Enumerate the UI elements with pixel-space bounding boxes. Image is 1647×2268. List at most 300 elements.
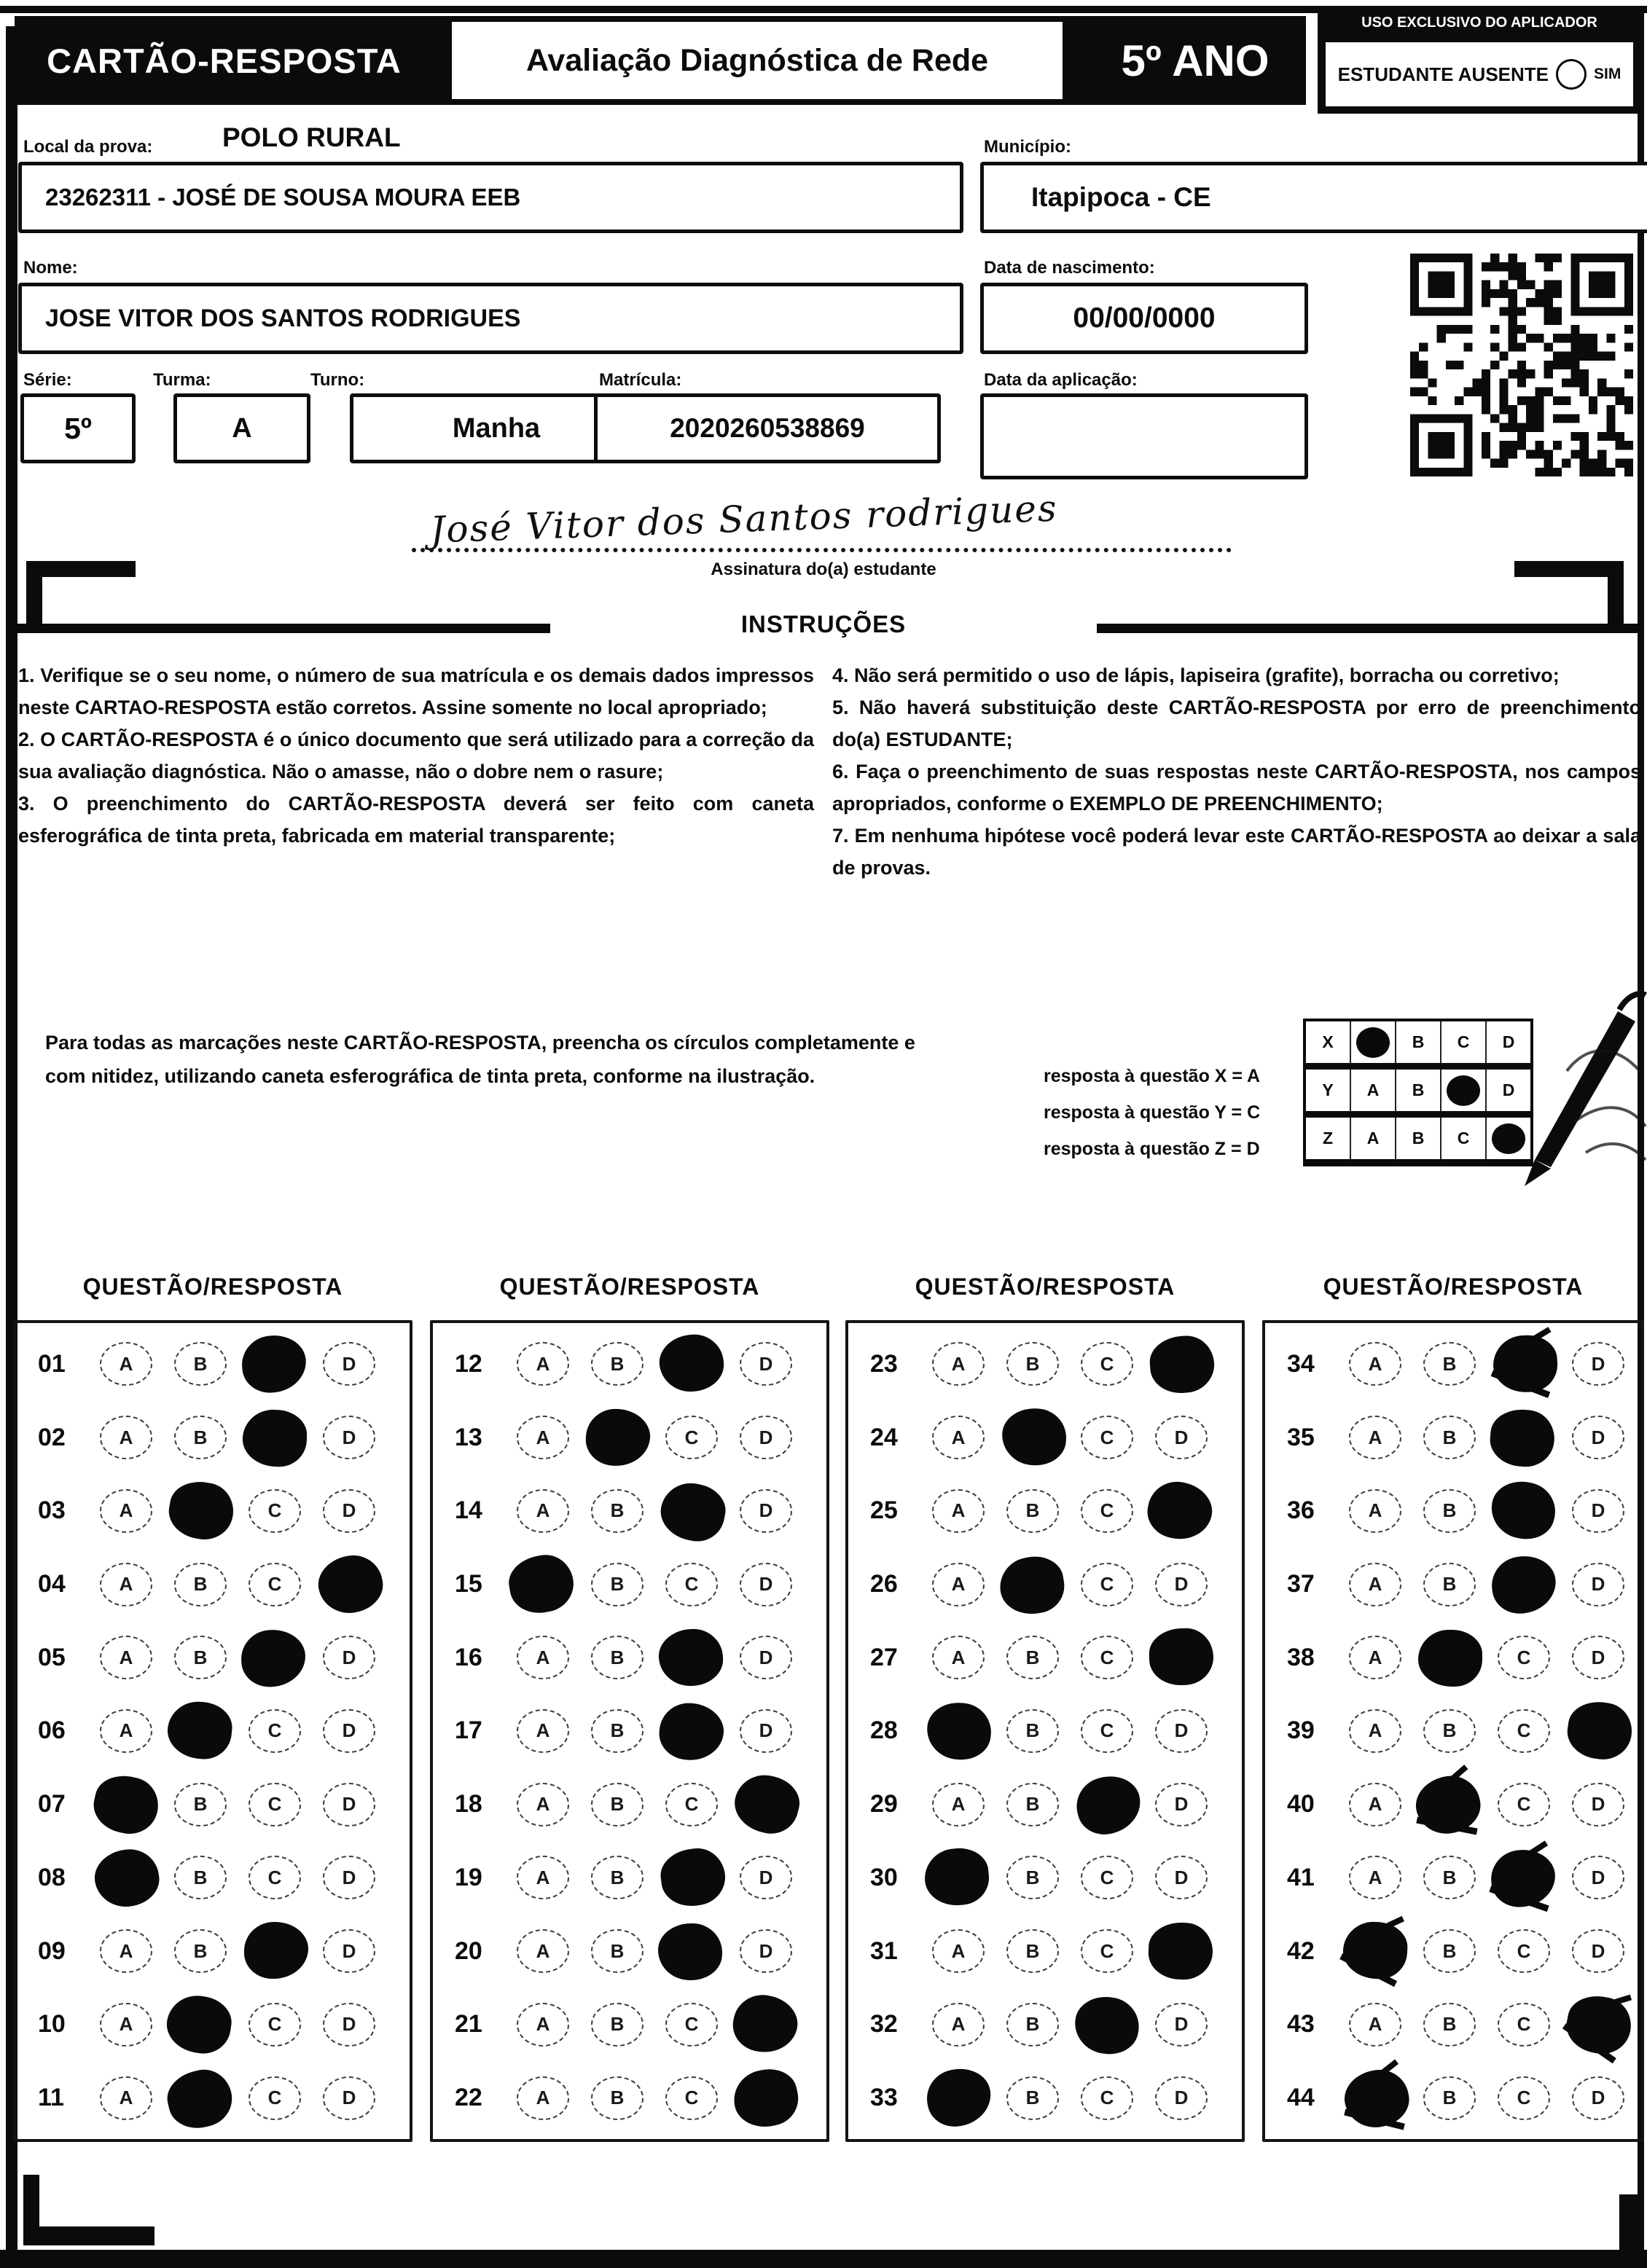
question-row <box>16 1335 410 1392</box>
answer-bubble-b[interactable]: B <box>174 1783 227 1826</box>
marked-bubble-d[interactable] <box>1562 1990 1635 2058</box>
example-option-cell: C <box>1440 1118 1485 1159</box>
example-option-cell: D <box>1485 1021 1530 1063</box>
example-legend <box>1044 1058 1260 1167</box>
answer-bubble-b[interactable]: B <box>591 1489 643 1533</box>
answer-bubble-d[interactable]: D <box>323 1636 375 1679</box>
answer-bubble-a[interactable]: A <box>932 1636 985 1679</box>
answer-bubble-b[interactable]: B <box>1423 1929 1476 1973</box>
answer-bubble-a[interactable]: A <box>1349 1489 1401 1533</box>
answer-column-1 <box>13 1320 412 2142</box>
marked-bubble-c[interactable] <box>657 1923 722 1981</box>
marked-bubble-c[interactable] <box>656 1478 729 1545</box>
answer-bubble-a[interactable]: A <box>100 2076 152 2120</box>
scribble-streak <box>1425 1765 1468 1802</box>
instruction-item: 3. O preenchimento do CARTÃO-RESPOSTA deverá ser feito com caneta esferográfica de tinta preta, fabricada em material transparente; <box>18 793 814 847</box>
question-number: 31 <box>870 1937 898 1965</box>
answer-bubble-d[interactable]: D <box>1155 2076 1208 2120</box>
question-row <box>433 1996 826 2053</box>
answer-bubble-c[interactable]: C <box>1081 1929 1133 1973</box>
signature-line[interactable] <box>412 548 1232 552</box>
answer-bubble-c[interactable]: C <box>249 1709 301 1753</box>
question-number: 14 <box>455 1496 482 1525</box>
marked-bubble-a[interactable] <box>1340 2065 1413 2132</box>
question-row <box>848 1703 1242 1759</box>
example-legend-line: resposta à questão Z = D <box>1044 1139 1260 1159</box>
answer-bubble-a[interactable]: A <box>517 1342 569 1386</box>
marked-bubble-d[interactable] <box>729 1768 805 1839</box>
answer-bubble-c[interactable]: C <box>249 1489 301 1533</box>
option-cell <box>654 2076 729 2120</box>
answer-bubble-a[interactable]: A <box>1349 1416 1401 1459</box>
option-cell <box>506 1783 580 1826</box>
answer-bubble-b[interactable]: B <box>174 1856 227 1899</box>
marked-bubble-c[interactable] <box>1488 1407 1557 1469</box>
answer-bubble-b[interactable]: B <box>1423 1416 1476 1459</box>
question-number: 11 <box>38 2084 64 2112</box>
answer-bubble-b[interactable]: B <box>591 1709 643 1753</box>
answer-bubble-a[interactable]: A <box>1349 1342 1401 1386</box>
answer-bubble-a[interactable]: A <box>932 1342 985 1386</box>
answer-bubble-d[interactable]: D <box>1572 1489 1624 1533</box>
question-number: 09 <box>38 1937 66 1965</box>
question-number: 16 <box>455 1643 482 1671</box>
option-cell <box>729 1929 803 1973</box>
answer-bubble-d[interactable]: D <box>1155 1856 1208 1899</box>
answer-bubble-a[interactable]: A <box>517 1929 569 1973</box>
option-cell <box>580 1783 654 1826</box>
option-cell <box>89 1489 163 1533</box>
question-number: 01 <box>38 1349 66 1378</box>
bottom-border-bar <box>0 2250 1647 2268</box>
answer-bubble-b[interactable]: B <box>1006 1709 1059 1753</box>
instruction-item: 7. Em nenhuma hipótese você poderá levar este CARTÃO-RESPOSTA ao deixar a sala de provas. <box>832 825 1641 879</box>
marked-bubble-c[interactable] <box>1486 1475 1561 1545</box>
applicator-box <box>1318 6 1641 114</box>
answer-bubble-d[interactable]: D <box>1155 1783 1208 1826</box>
marked-bubble-c[interactable] <box>657 1333 726 1394</box>
option-cell <box>1561 1342 1635 1386</box>
answer-bubble-d[interactable]: D <box>1155 1709 1208 1753</box>
answer-bubble-d[interactable]: D <box>323 1709 375 1753</box>
marking-instructions-paragraph: Para todas as marcações neste CARTÃO-RESPOSTA, preencha os círculos completamente e com nitidez, utilizando caneta esferográfica de tinta preta, conforme na ilustração. <box>45 1032 915 1087</box>
answer-bubble-a[interactable]: A <box>100 1342 152 1386</box>
answer-bubble-b[interactable]: B <box>174 1416 227 1459</box>
option-cell <box>995 1783 1070 1826</box>
option-cell <box>312 1929 386 1973</box>
marked-bubble-d[interactable] <box>313 1550 387 1617</box>
marked-bubble-a[interactable] <box>922 2063 995 2131</box>
option-cell <box>654 1783 729 1826</box>
answer-bubble-a[interactable]: A <box>100 1929 152 1973</box>
answer-bubble-c[interactable]: C <box>249 1783 301 1826</box>
option-cell <box>1412 1856 1487 1899</box>
question-row <box>848 2070 1242 2127</box>
marked-bubble-a[interactable] <box>924 1699 995 1763</box>
option-cell <box>654 1416 729 1459</box>
option-cell <box>580 1342 654 1386</box>
question-number: 17 <box>455 1716 482 1745</box>
answer-bubble-d[interactable]: D <box>1572 1783 1624 1826</box>
answer-bubble-a[interactable]: A <box>100 1563 152 1606</box>
answer-bubble-a[interactable]: A <box>1349 1856 1401 1899</box>
question-row <box>1265 2070 1641 2127</box>
answer-bubble-d[interactable]: D <box>323 1856 375 1899</box>
option-cell <box>1144 2076 1218 2120</box>
example-option-cell: D <box>1485 1070 1530 1111</box>
answer-bubble-c[interactable]: C <box>1081 2076 1133 2120</box>
answer-bubble-d[interactable]: D <box>1572 1929 1624 1973</box>
answer-bubble-b[interactable]: B <box>1006 2003 1059 2047</box>
absent-yes-bubble[interactable] <box>1556 59 1587 90</box>
option-cell <box>312 1709 386 1753</box>
answer-bubble-d[interactable]: D <box>1572 2076 1624 2120</box>
option-cell <box>1070 1996 1144 2053</box>
marked-bubble-c[interactable] <box>244 1922 308 1979</box>
answer-bubble-a[interactable]: A <box>100 1709 152 1753</box>
option-cell <box>729 1996 803 2053</box>
option-cell <box>995 1489 1070 1533</box>
matricula-label: Matrícula: <box>599 370 682 390</box>
marked-bubble-d[interactable] <box>1564 1698 1635 1762</box>
marked-bubble-c[interactable] <box>657 1700 727 1764</box>
answer-bubble-c[interactable]: C <box>1081 1563 1133 1606</box>
header-band <box>15 16 1306 105</box>
answer-bubble-b[interactable]: B <box>1423 2076 1476 2120</box>
option-cell <box>238 1783 312 1826</box>
scribble-streak <box>1504 1327 1551 1359</box>
marked-bubble-b[interactable] <box>996 1552 1068 1618</box>
option-cell <box>921 1703 995 1759</box>
answer-bubble-b[interactable]: B <box>591 1342 643 1386</box>
question-number: 43 <box>1287 2010 1315 2039</box>
answer-bubble-a[interactable]: A <box>100 2003 152 2047</box>
answer-bubble-b[interactable]: B <box>591 1929 643 1973</box>
answer-bubble-b[interactable]: B <box>174 1342 227 1386</box>
aplicacao-label: Data da aplicação: <box>984 370 1138 390</box>
answer-bubble-c[interactable]: C <box>1498 2076 1550 2120</box>
question-response-header-4: QUESTÃO/RESPOSTA <box>1323 1274 1584 1300</box>
option-cell <box>1070 1709 1144 1753</box>
answer-bubble-d[interactable]: D <box>323 1489 375 1533</box>
answer-bubble-b[interactable]: B <box>591 1856 643 1899</box>
marked-bubble-a[interactable] <box>922 1845 992 1909</box>
marked-bubble-c[interactable] <box>239 1333 309 1396</box>
answer-bubble-d[interactable]: D <box>740 1709 792 1753</box>
answer-bubble-b[interactable]: B <box>1423 1856 1476 1899</box>
answer-bubble-b[interactable]: B <box>591 1563 643 1606</box>
answer-bubble-b[interactable]: B <box>1006 1783 1059 1826</box>
marked-bubble-d[interactable] <box>729 1990 802 2057</box>
answer-bubble-a[interactable]: A <box>517 1856 569 1899</box>
question-number: 33 <box>870 2084 898 2112</box>
option-cell <box>1144 1483 1218 1539</box>
answer-bubble-c[interactable]: C <box>1081 1489 1133 1533</box>
answer-bubble-a[interactable]: A <box>932 1929 985 1973</box>
answer-bubble-c[interactable]: C <box>1498 1709 1550 1753</box>
option-cell <box>1487 1849 1561 1906</box>
option-cell <box>238 2003 312 2047</box>
marked-bubble-b[interactable] <box>1418 1630 1482 1687</box>
answer-bubble-a[interactable]: A <box>517 1783 569 1826</box>
answer-bubble-c[interactable]: C <box>1498 1929 1550 1973</box>
answer-bubble-d[interactable]: D <box>740 1636 792 1679</box>
answer-bubble-a[interactable]: A <box>1349 2003 1401 2047</box>
answer-bubble-b[interactable]: B <box>1006 1342 1059 1386</box>
answer-bubble-a[interactable]: A <box>932 1416 985 1459</box>
local-label: Local da prova: <box>23 137 153 157</box>
example-legend-line: resposta à questão X = A <box>1044 1066 1261 1086</box>
answer-bubble-c[interactable]: C <box>1081 1636 1133 1679</box>
answer-bubble-c[interactable]: C <box>1081 1856 1133 1899</box>
answer-bubble-c[interactable]: C <box>665 1416 718 1459</box>
instruction-item: 4. Não será permitido o uso de lápis, lapiseira (grafite), borracha ou corretivo; <box>832 664 1560 686</box>
option-cell <box>1487 1636 1561 1679</box>
answer-bubble-a[interactable]: A <box>100 1489 152 1533</box>
answer-bubble-b[interactable]: B <box>174 1636 227 1679</box>
option-cell <box>1338 1709 1412 1753</box>
answer-bubble-d[interactable]: D <box>740 1856 792 1899</box>
answer-bubble-d[interactable]: D <box>1572 1856 1624 1899</box>
question-row <box>848 1923 1242 1979</box>
answer-bubble-b[interactable]: B <box>1423 1342 1476 1386</box>
marked-bubble-d[interactable] <box>729 2063 803 2132</box>
answer-bubble-d[interactable]: D <box>323 1783 375 1826</box>
answer-bubble-a[interactable]: A <box>517 1636 569 1679</box>
option-cell <box>729 1776 803 1833</box>
option-cell <box>1070 2076 1144 2120</box>
instructions-right-column <box>832 659 1641 884</box>
answer-bubble-d[interactable]: D <box>740 1342 792 1386</box>
answer-bubble-d[interactable]: D <box>740 1563 792 1606</box>
answer-bubble-c[interactable]: C <box>665 2076 718 2120</box>
example-filled-bubble <box>1356 1027 1390 1058</box>
marked-bubble-d[interactable] <box>1148 1334 1216 1395</box>
option-cell <box>1144 1563 1218 1606</box>
option-cell <box>1070 1563 1144 1606</box>
answer-bubble-a[interactable]: A <box>100 1416 152 1459</box>
option-cell <box>729 1489 803 1533</box>
answer-bubble-c[interactable]: C <box>665 2003 718 2047</box>
answer-bubble-d[interactable]: D <box>1155 2003 1208 2047</box>
answer-bubble-c[interactable]: C <box>249 2076 301 2120</box>
answer-bubble-a[interactable]: A <box>932 1489 985 1533</box>
question-number: 29 <box>870 1790 898 1818</box>
answer-bubble-b[interactable]: B <box>591 2003 643 2047</box>
answer-bubble-a[interactable]: A <box>1349 1709 1401 1753</box>
question-row <box>16 1776 410 1833</box>
answer-bubble-a[interactable]: A <box>517 1709 569 1753</box>
answer-bubble-b[interactable]: B <box>1423 1709 1476 1753</box>
applicator-use-label: USO EXCLUSIVO DO APLICADOR <box>1361 15 1597 31</box>
question-row <box>16 1996 410 2053</box>
marked-bubble-c[interactable] <box>1489 1848 1557 1910</box>
answer-bubble-b[interactable]: B <box>1423 1489 1476 1533</box>
question-number: 08 <box>38 1863 66 1891</box>
answer-bubble-c[interactable]: C <box>665 1563 718 1606</box>
answer-bubble-d[interactable]: D <box>323 2003 375 2047</box>
answer-bubble-a[interactable]: A <box>517 1416 569 1459</box>
option-cell <box>729 1709 803 1753</box>
answer-bubble-d[interactable]: D <box>1155 1416 1208 1459</box>
answer-column-4 <box>1262 1320 1644 2142</box>
answer-bubble-b[interactable]: B <box>174 1563 227 1606</box>
answer-bubble-c[interactable]: C <box>1081 1709 1133 1753</box>
marked-bubble-b[interactable] <box>584 1408 652 1467</box>
answer-bubble-d[interactable]: D <box>740 1489 792 1533</box>
question-row <box>1265 1483 1641 1539</box>
scribble-streak <box>1355 2059 1398 2095</box>
answer-bubble-a[interactable]: A <box>1349 1563 1401 1606</box>
answer-bubble-b[interactable]: B <box>174 1929 227 1973</box>
option-cell <box>729 1856 803 1899</box>
marked-bubble-d[interactable] <box>1143 1476 1217 1545</box>
option-cell <box>89 1342 163 1386</box>
option-cell <box>1487 2076 1561 2120</box>
option-cell <box>1338 2003 1412 2047</box>
nome-box <box>18 283 963 354</box>
answer-bubble-b[interactable]: B <box>1006 1489 1059 1533</box>
marked-bubble-d[interactable] <box>1148 1922 1214 1981</box>
answer-bubble-d[interactable]: D <box>1572 1416 1624 1459</box>
left-corner-bracket <box>26 561 42 625</box>
question-number: 41 <box>1287 1863 1315 1891</box>
option-cell <box>1070 1342 1144 1386</box>
question-row <box>16 1703 410 1759</box>
answer-bubble-c[interactable]: C <box>249 1856 301 1899</box>
answer-bubble-b[interactable]: B <box>1423 1563 1476 1606</box>
question-row <box>433 1556 826 1613</box>
marked-bubble-b[interactable] <box>165 1699 234 1761</box>
option-cell <box>1070 1416 1144 1459</box>
question-number: 10 <box>38 2010 66 2039</box>
answer-bubble-a[interactable]: A <box>100 1636 152 1679</box>
option-cell <box>312 1556 386 1613</box>
marked-bubble-c[interactable] <box>658 1845 729 1910</box>
answer-bubble-d[interactable]: D <box>323 1342 375 1386</box>
marked-bubble-c[interactable] <box>1071 1992 1143 2059</box>
question-row <box>848 1996 1242 2053</box>
option-cell <box>995 2003 1070 2047</box>
answer-bubble-b[interactable]: B <box>1006 1929 1059 1973</box>
question-row <box>848 1335 1242 1392</box>
answer-bubble-d[interactable]: D <box>740 1929 792 1973</box>
marked-bubble-b[interactable] <box>1410 1770 1485 1840</box>
answer-bubble-b[interactable]: B <box>591 2076 643 2120</box>
marked-bubble-b[interactable] <box>163 1992 235 2057</box>
instructions-left-column <box>18 659 814 852</box>
answer-bubble-a[interactable]: A <box>517 2003 569 2047</box>
question-number: 35 <box>1287 1423 1315 1451</box>
answer-bubble-c[interactable]: C <box>1498 1783 1550 1826</box>
municipio-box <box>980 162 1647 233</box>
answer-bubble-d[interactable]: D <box>323 1929 375 1973</box>
answer-bubble-d[interactable]: D <box>1572 1563 1624 1606</box>
answer-bubble-d[interactable]: D <box>323 1416 375 1459</box>
answer-bubble-c[interactable]: C <box>249 2003 301 2047</box>
marked-bubble-a[interactable] <box>88 1770 163 1840</box>
marked-bubble-a[interactable] <box>1342 1920 1409 1980</box>
question-number: 15 <box>455 1570 482 1598</box>
answer-bubble-a[interactable]: A <box>517 2076 569 2120</box>
exam-title: Avaliação Diagnóstica de Rede <box>525 42 989 78</box>
option-cell <box>506 1709 580 1753</box>
answer-bubble-c[interactable]: C <box>1498 1636 1550 1679</box>
turno-label: Turno: <box>310 370 365 390</box>
answer-bubble-c[interactable]: C <box>665 1783 718 1826</box>
answer-bubble-a[interactable]: A <box>932 2003 985 2047</box>
question-row <box>433 1849 826 1906</box>
instruction-item: 2. O CARTÃO-RESPOSTA é o único documento que será utilizado para a correção da sua avaliação diagnóstica. Não o amasse, não o dobre nem o rasure; <box>18 729 814 782</box>
marked-bubble-c[interactable] <box>242 1409 308 1468</box>
answer-bubble-b[interactable]: B <box>591 1636 643 1679</box>
option-cell <box>580 1409 654 1466</box>
answer-bubble-d[interactable]: D <box>1155 1563 1208 1606</box>
answer-bubble-a[interactable]: A <box>1349 1783 1401 1826</box>
option-cell <box>1487 1929 1561 1973</box>
marked-bubble-b[interactable] <box>163 2064 238 2134</box>
marked-bubble-b[interactable] <box>1000 1406 1068 1467</box>
absent-yes-label: SIM <box>1594 66 1621 82</box>
answer-bubble-a[interactable]: A <box>932 1783 985 1826</box>
answer-bubble-b[interactable]: B <box>1423 2003 1476 2047</box>
answer-bubble-b[interactable]: B <box>1006 1856 1059 1899</box>
marked-bubble-c[interactable] <box>1071 1770 1146 1840</box>
marked-bubble-c[interactable] <box>240 1628 307 1688</box>
example-option-cell <box>1350 1021 1395 1063</box>
option-cell <box>1338 1636 1412 1679</box>
answer-bubble-c[interactable]: C <box>1081 1342 1133 1386</box>
answer-bubble-d[interactable]: D <box>1572 1342 1624 1386</box>
question-row <box>1265 1556 1641 1613</box>
option-cell <box>921 2003 995 2047</box>
option-cell <box>1412 1629 1487 1686</box>
answer-bubble-a[interactable]: A <box>932 1563 985 1606</box>
answer-bubble-b[interactable]: B <box>591 1783 643 1826</box>
option-cell <box>921 1783 995 1826</box>
marked-bubble-a[interactable] <box>91 1845 163 1910</box>
answer-bubble-d[interactable]: D <box>1572 1636 1624 1679</box>
marked-bubble-c[interactable] <box>1492 1334 1559 1394</box>
option-cell <box>580 1636 654 1679</box>
option-cell <box>921 1342 995 1386</box>
marked-bubble-b[interactable] <box>165 1477 238 1544</box>
marked-bubble-a[interactable] <box>505 1550 578 1617</box>
question-row <box>1265 1849 1641 1906</box>
option-cell <box>1070 1636 1144 1679</box>
option-cell <box>89 1636 163 1679</box>
question-number: 13 <box>455 1423 482 1451</box>
turno-value: Manha <box>452 412 541 444</box>
answer-bubble-d[interactable]: D <box>323 2076 375 2120</box>
option-cell <box>921 1416 995 1459</box>
option-cell <box>1412 1929 1487 1973</box>
marked-bubble-d[interactable] <box>1149 1628 1213 1686</box>
answer-bubble-c[interactable]: C <box>1081 1416 1133 1459</box>
marked-bubble-c[interactable] <box>1488 1552 1560 1617</box>
answer-bubble-d[interactable]: D <box>740 1416 792 1459</box>
marked-bubble-c[interactable] <box>658 1628 724 1687</box>
option-cell <box>163 1783 238 1826</box>
answer-bubble-c[interactable]: C <box>1498 2003 1550 2047</box>
answer-bubble-c[interactable]: C <box>249 1563 301 1606</box>
question-number: 12 <box>455 1349 482 1378</box>
answer-bubble-a[interactable]: A <box>517 1489 569 1533</box>
answer-bubble-a[interactable]: A <box>1349 1636 1401 1679</box>
answer-bubble-b[interactable]: B <box>1006 2076 1059 2120</box>
option-cell <box>729 1563 803 1606</box>
answer-bubble-b[interactable]: B <box>1006 1636 1059 1679</box>
